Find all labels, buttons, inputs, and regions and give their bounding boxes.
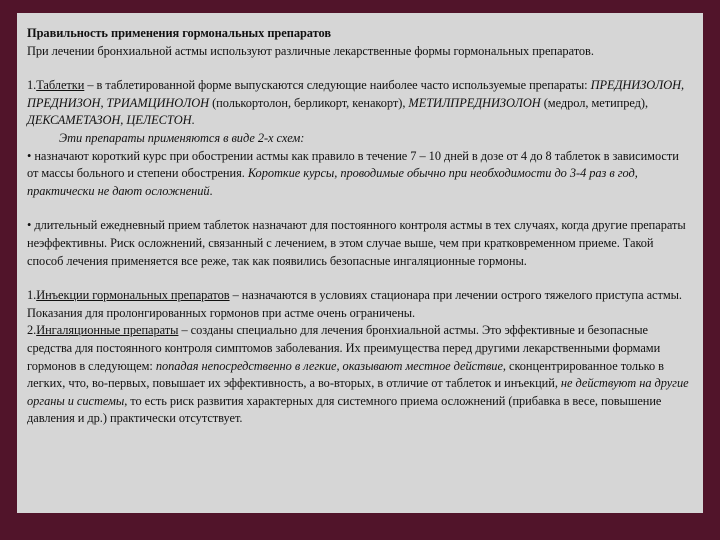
injections-text: – назначаются в условиях стационара при лечении острого тяжелого приступа астмы. Показания для пролонгированных гормонов при астме очень ограничены. — [27, 288, 682, 320]
inhalations-italic-1: попадая непосредственно в легкие, оказывают местное действие — [155, 358, 503, 373]
inhalations-text-3: , то есть риск развития характерных для системного приема осложнений (прибавка в весе, повышение давления и др.) практически отсутствует. — [27, 393, 662, 426]
tablets-drugs-1: ПРЕДНИЗОЛОН, ПРЕДНИЗОН, ТРИАМЦИНОЛОН — [27, 78, 685, 110]
injections-heading: Инъекции гормональных препаратов — [36, 288, 230, 303]
schemes-line: Эти препараты применяются в виде 2-х схем: — [59, 130, 305, 145]
scheme-1-paragraph — [27, 148, 691, 201]
text-panel — [17, 13, 703, 513]
injections-number: 1. — [27, 288, 37, 303]
injections-paragraph — [27, 287, 691, 322]
inhalations-paragraph — [27, 322, 691, 428]
spacer — [27, 60, 691, 77]
scheme-2-paragraph: • длительный ежедневный прием таблеток назначают для постоянного контроля астмы в тех случаях, когда другие препараты неэффективны. Риск осложнений, связанный с лечением, в этом случае выше, чем при кратковременном приеме. Такой способ лечения применяется все реже, так как появились безопасные ингаляционные гормоны. — [27, 218, 686, 268]
tablets-drugs-3: ДЕКСАМЕТАЗОН, ЦЕЛЕСТОН — [27, 113, 192, 128]
inhalations-text: – созданы специально для лечения бронхиальной астмы. Это эффективные и безопасные средства для постоянного контроля симптомов заболевания. Их преимущества перед другими лекарственными формами гормонов в следующем: — [27, 323, 661, 373]
scheme-1-end: . — [209, 183, 213, 198]
inhalations-italic-2: не действуют на другие органы и системы — [27, 376, 689, 408]
tablets-paragraph — [27, 77, 691, 130]
tablets-brands-2: (медрол, метипред), — [540, 95, 649, 110]
scheme-1-italic: Короткие курсы, проводимые обычно при необходимости до 3-4 раз в год, практически не дают осложнений — [27, 166, 638, 198]
inhalations-text-2: , сконцентрированное только в легких, что, во-первых, повышает их эффективность, а во-вторых, в отличие от таблеток и инъекций, — [27, 358, 664, 391]
spacer — [27, 270, 691, 287]
intro-paragraph: При лечении бронхиальной астмы используют различные лекарственные формы гормональных препаратов. — [27, 43, 594, 58]
tablets-number: 1. — [27, 78, 37, 93]
tablets-text: – в таблетированной форме выпускаются следующие наиболее часто используемые препараты: — [84, 78, 591, 93]
inhalations-number: 2. — [27, 323, 37, 338]
scheme-1-text: • назначают короткий курс при обострении астмы как правило в течение 7 – 10 дней в дозе от 4 до 8 таблеток в зависимости от массы больного и степени обострения. — [27, 148, 679, 181]
inhalations-heading: Ингаляционные препараты — [36, 323, 179, 338]
tablets-brands-1: (полькортолон, берликорт, кенакорт), — [209, 95, 409, 110]
tablets-heading: Таблетки — [36, 78, 85, 93]
spacer — [27, 200, 691, 217]
document-title: Правильность применения гормональных препаратов — [27, 26, 331, 40]
tablets-end: . — [191, 113, 195, 128]
tablets-drugs-2: МЕТИЛПРЕДНИЗОЛОН — [408, 95, 541, 110]
